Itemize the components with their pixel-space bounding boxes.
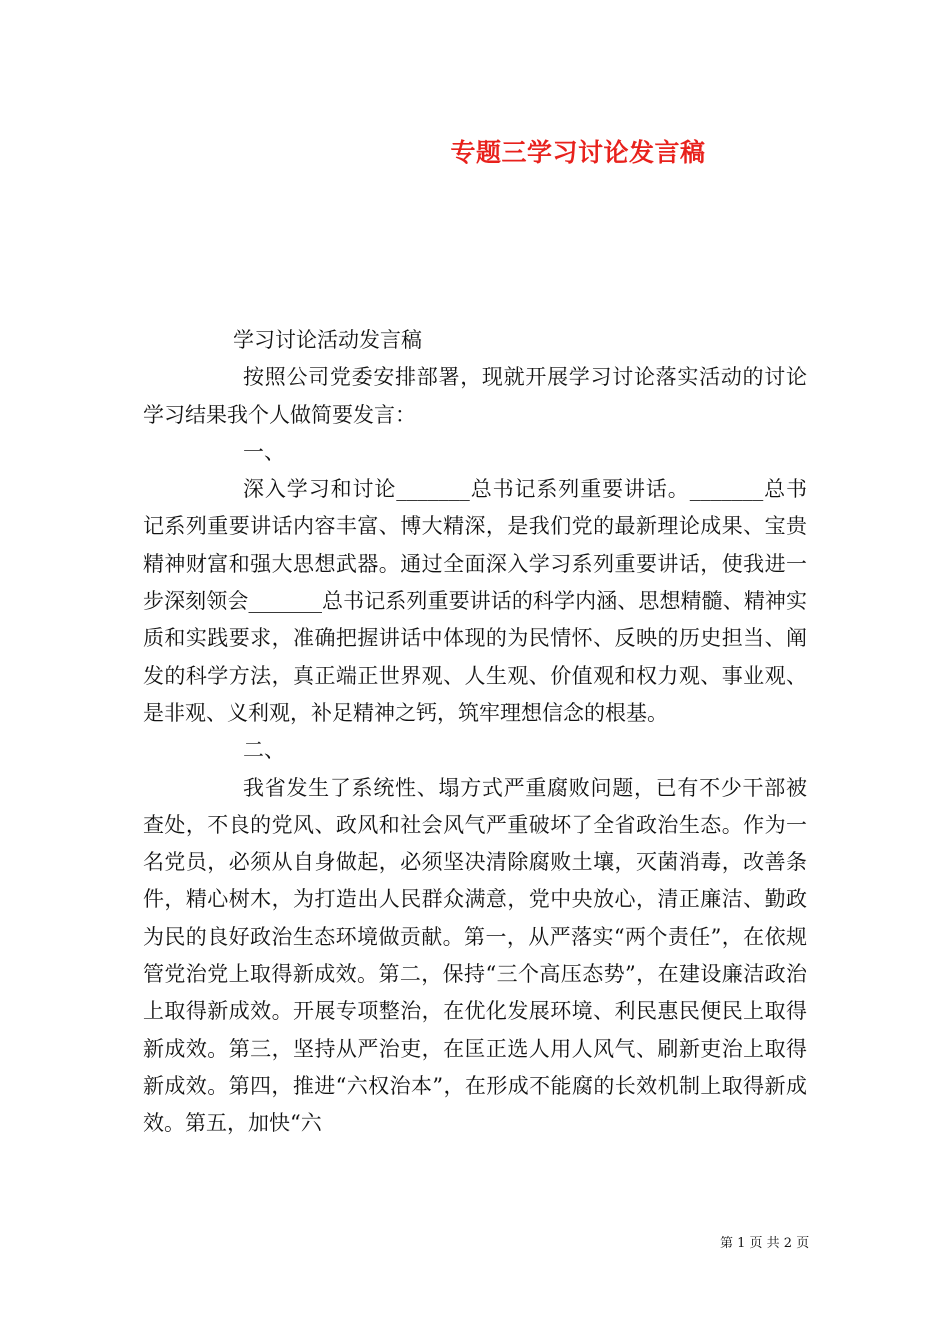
document-body: [143, 322, 807, 1143]
document-subtitle: 学习讨论活动发言稿: [233, 328, 422, 352]
page-number: 第 1 页 共 2 页: [720, 1236, 810, 1251]
paragraph-section-one: 深入学习和讨论_______总书记系列重要讲话。_______总书记系列重要讲话内容丰富、博大精深，是我们党的最新理论成果、宝贵精神财富和强大思想武器。通过全面深入学习系列重要讲话，使我进一步深刻领会_______总书记系列重要讲话的科学内涵、思想精髓、精神实质和实践要求，准确把握讲话中体现的为民情怀、反映的历史担当、阐发的科学方法，真正端正世界观、人生观、价值观和权力观、事业观、是非观、义利观，补足精神之钙，筑牢理想信念的根基。: [143, 477, 807, 725]
document-title: 专题三学习讨论发言稿: [450, 138, 706, 167]
section-heading-two: 二、: [243, 738, 285, 763]
section-heading-one: 一、: [243, 439, 285, 464]
paragraph-intro: 按照公司党委安排部署，现就开展学习讨论落实活动的讨论学习结果我个人做简要发言：: [143, 365, 807, 427]
paragraph-section-two: 我省发生了系统性、塌方式严重腐败问题，已有不少干部被查处，不良的党风、政风和社会风气严重破坏了全省政治生态。作为一名党员，必须从自身做起，必须坚决清除腐败土壤，灭菌消毒，改善条件，精心树木，为打造出人民群众满意，党中央放心，清正廉洁、勤政为民的良好政治生态环境做贡献。第一，从严落实“两个责任”，在依规管党治党上取得新成效。第二，保持“三个高压态势”，在建设廉洁政治上取得新成效。开展专项整治，在优化发展环境、利民惠民便民上取得新成效。第三，坚持从严治吏，在匡正选人用人风气、刷新吏治上取得新成效。第四，推进“六权治本”，在形成不能腐的长效机制上取得新成效。第五，加快“六: [143, 775, 807, 1136]
